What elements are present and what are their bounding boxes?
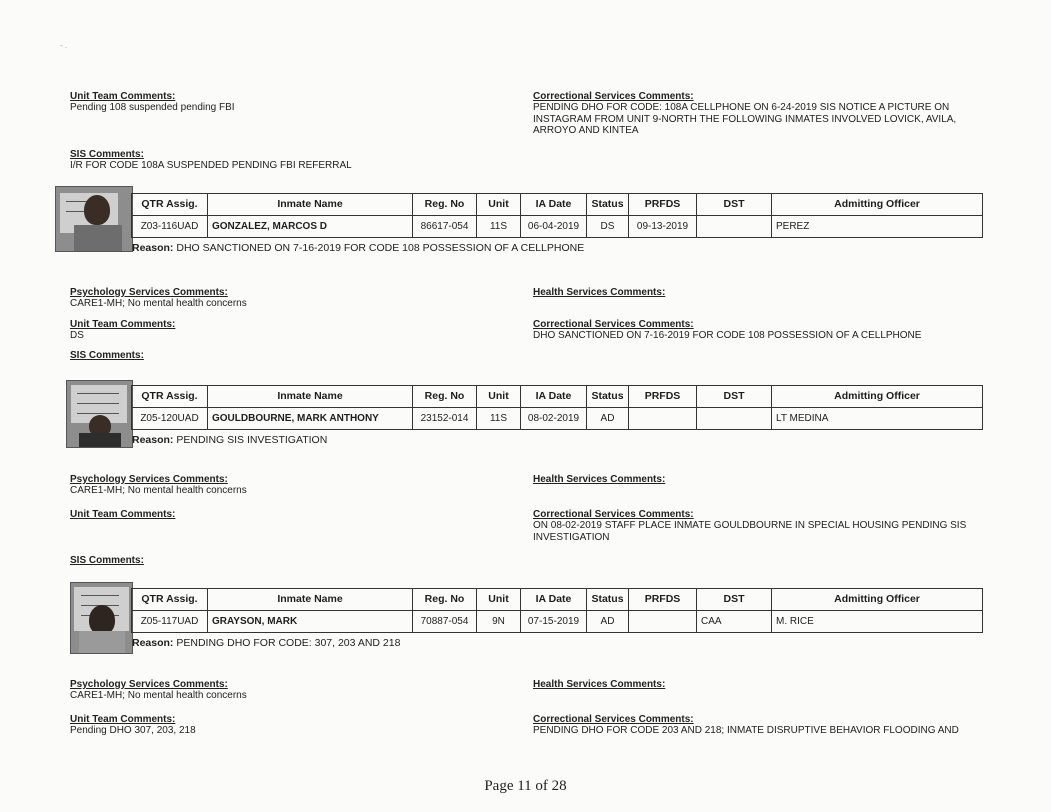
col-name-header: Inmate Name [208,194,413,216]
backdrop-line [77,403,119,404]
table-row [132,408,983,430]
psych-header: Psychology Services Comments: [70,474,228,485]
reason-text: PENDING SIS INVESTIGATION [176,434,328,446]
unit-team-header: Unit Team Comments: [70,319,176,330]
col-dst-header: DST [697,194,772,216]
inmate-shirt [74,225,122,251]
col-reg-header: Reg. No [413,386,477,408]
sis-text: I/R FOR CODE 108A SUSPENDED PENDING FBI REFERRAL [70,160,352,171]
table-header-row [132,589,983,611]
col-iadate-header: IA Date [521,589,587,611]
psych-text: CARE1-MH; No mental health concerns [70,485,247,496]
col-iadate-header: IA Date [521,386,587,408]
inmate-table [131,385,983,430]
col-qtr-header: QTR Assig. [132,589,208,611]
correctional-header: Correctional Services Comments: [533,319,694,330]
psych-text: CARE1-MH; No mental health concerns [70,298,247,309]
health-header: Health Services Comments: [533,474,666,485]
inmate-table [131,588,983,633]
inmate-table [131,193,983,238]
reg-cell: 70887-054 [413,611,477,633]
psych-text: CARE1-MH; No mental health concerns [70,690,247,701]
prfds-cell [629,611,697,633]
status-cell: AD [587,408,629,430]
col-dst-header: DST [697,589,772,611]
unit-team-text: Pending 108 suspended pending FBI [70,102,235,113]
reason-line [132,243,584,255]
name-cell: GONZALEZ, MARCOS D [208,216,413,238]
psych-header: Psychology Services Comments: [70,679,228,690]
col-unit-header: Unit [477,589,521,611]
col-iadate-header: IA Date [521,194,587,216]
backdrop-line [77,393,119,394]
col-reg-header: Reg. No [413,194,477,216]
qtr-cell: Z03-116UAD [132,216,208,238]
unit-team-header: Unit Team Comments: [70,509,176,520]
officer-cell: LT MEDINA [772,408,983,430]
correctional-header: Correctional Services Comments: [533,91,694,102]
dst-cell: CAA [697,611,772,633]
col-prfds-header: PRFDS [629,589,697,611]
reason-label: Reason: [132,434,174,446]
correctional-header: Correctional Services Comments: [533,714,694,725]
inmate-photo [55,186,133,252]
unit-team-text: Pending DHO 307, 203, 218 [70,725,196,736]
reason-label: Reason: [132,637,174,649]
inmate-shirt [79,433,121,447]
health-header: Health Services Comments: [533,679,666,690]
iadate-cell: 08-02-2019 [521,408,587,430]
col-officer-header: Admitting Officer [772,194,983,216]
table-row [132,216,983,238]
col-unit-header: Unit [477,386,521,408]
col-status-header: Status [587,194,629,216]
unit-cell: 9N [477,611,521,633]
col-status-header: Status [587,386,629,408]
unit-cell: 11S [477,216,521,238]
sis-header: SIS Comments: [70,555,144,566]
col-qtr-header: QTR Assig. [132,386,208,408]
correctional-text: ON 08-02-2019 STAFF PLACE INMATE GOULDBOURNE IN SPECIAL HOUSING PENDING SIS INVESTIGATION [533,520,967,543]
table-header-row [132,194,983,216]
unit-cell: 11S [477,408,521,430]
sis-header: SIS Comments: [70,350,144,361]
col-unit-header: Unit [477,194,521,216]
name-cell: GOULDBOURNE, MARK ANTHONY [208,408,413,430]
scan-marks: - . [60,41,68,50]
qtr-cell: Z05-117UAD [132,611,208,633]
dst-cell [697,216,772,238]
col-reg-header: Reg. No [413,589,477,611]
reason-text: DHO SANCTIONED ON 7-16-2019 FOR CODE 108 POSSESSION OF A CELLPHONE [176,242,585,254]
backdrop-line [81,595,119,596]
backdrop-line [77,413,119,414]
dst-cell [697,408,772,430]
iadate-cell: 06-04-2019 [521,216,587,238]
col-status-header: Status [587,589,629,611]
reason-line [132,638,400,650]
col-officer-header: Admitting Officer [772,386,983,408]
inmate-shirt [79,631,125,653]
qtr-cell: Z05-120UAD [132,408,208,430]
reason-label: Reason: [132,242,174,254]
officer-cell: M. RICE [772,611,983,633]
prfds-cell [629,408,697,430]
col-qtr-header: QTR Assig. [132,194,208,216]
inmate-photo [70,582,133,654]
page-number: Page 11 of 28 [484,778,567,794]
table-header-row [132,386,983,408]
psych-header: Psychology Services Comments: [70,287,228,298]
prfds-cell: 09-13-2019 [629,216,697,238]
correctional-header: Correctional Services Comments: [533,509,694,520]
col-dst-header: DST [697,386,772,408]
status-cell: AD [587,611,629,633]
col-prfds-header: PRFDS [629,194,697,216]
sis-header: SIS Comments: [70,149,144,160]
reg-cell: 86617-054 [413,216,477,238]
reason-text: PENDING DHO FOR CODE: 307, 203 AND 218 [176,637,401,649]
name-cell: GRAYSON, MARK [208,611,413,633]
status-cell: DS [587,216,629,238]
inmate-head [84,195,110,225]
iadate-cell: 07-15-2019 [521,611,587,633]
correctional-text: DHO SANCTIONED ON 7-16-2019 FOR CODE 108 POSSESSION OF A CELLPHONE [533,330,922,341]
officer-cell: PEREZ [772,216,983,238]
col-officer-header: Admitting Officer [772,589,983,611]
unit-team-header: Unit Team Comments: [70,91,176,102]
unit-team-text: DS [70,330,84,341]
inmate-photo [66,380,133,448]
col-name-header: Inmate Name [208,589,413,611]
correctional-text: PENDING DHO FOR CODE 203 AND 218; INMATE DISRUPTIVE BEHAVIOR FLOODING AND [533,725,959,736]
reason-line [132,435,327,447]
table-row [132,611,983,633]
health-header: Health Services Comments: [533,287,666,298]
col-prfds-header: PRFDS [629,386,697,408]
unit-team-header: Unit Team Comments: [70,714,176,725]
col-name-header: Inmate Name [208,386,413,408]
correctional-text: PENDING DHO FOR CODE: 108A CELLPHONE ON 6-24-2019 SIS NOTICE A PICTURE ON INSTAGRAM FROM UNIT 9-NORTH THE FOLLOWING INMATES INVOLVED LOVICK, AVILA, ARROYO AND KINTEA [533,102,957,136]
reg-cell: 23152-014 [413,408,477,430]
